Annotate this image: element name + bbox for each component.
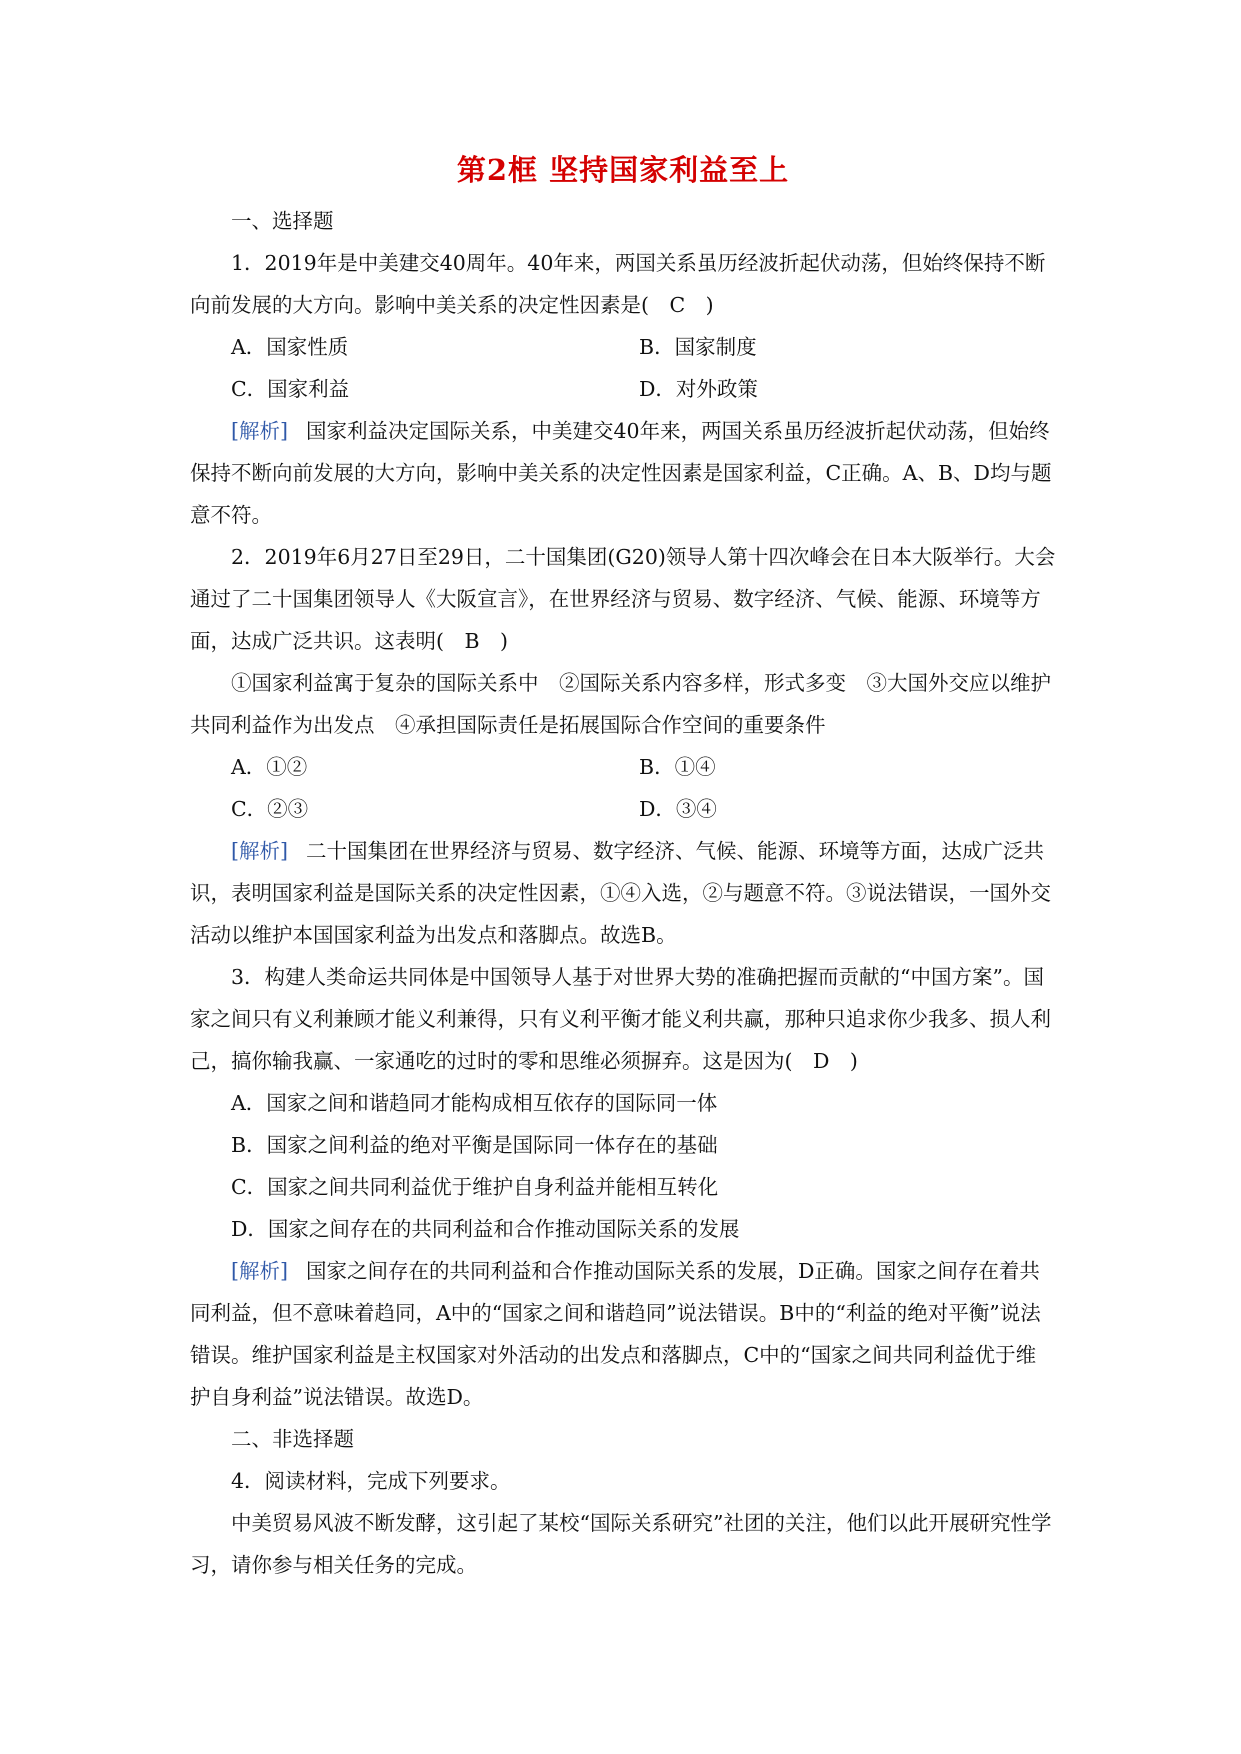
question-1-analysis [190, 410, 1056, 536]
question-2-analysis-text: 二十国集团在世界经济与贸易、数字经济、气候、能源、环境等方面，达成广泛共识，表明国家利益是国际关系的决定性因素，①④入选，②与题意不符。③说法错误，一国外交活动以维护本国国家利益为出发点和落脚点。故选B。 [190, 839, 1051, 947]
analysis-label: [解析] [231, 1259, 288, 1283]
question-3-option-b: B．国家之间利益的绝对平衡是国际同一体存在的基础 [231, 1133, 718, 1157]
question-4-material: 中美贸易风波不断发酵，这引起了某校“国际关系研究”社团的关注，他们以此开展研究性学习，请你参与相关任务的完成。 [190, 1511, 1052, 1577]
question-2-statements: ①国家利益寓于复杂的国际关系中 ②国际关系内容多样，形式多变 ③大国外交应以维护共同利益作为出发点 ④承担国际责任是拓展国际合作空间的重要条件 [190, 671, 1051, 737]
question-3-option-c: C．国家之间共同利益优于维护自身利益并能相互转化 [231, 1175, 719, 1199]
question-1-option-d: D．对外政策 [639, 377, 758, 401]
document-content [190, 150, 1056, 1586]
question-3-option-d: D．国家之间存在的共同利益和合作推动国际关系的发展 [231, 1217, 740, 1241]
question-2-option-c: C．②③ [231, 797, 309, 821]
question-1-option-a: A．国家性质 [231, 335, 349, 359]
section-heading-choice: 一、选择题 [231, 209, 334, 233]
question-1-analysis-text: 国家利益决定国际关系，中美建交40年来，两国关系虽历经波折起伏动荡，但始终保持不断向前发展的大方向，影响中美关系的决定性因素是国家利益，C正确。A、B、D均与题意不符。 [190, 419, 1052, 527]
question-1-option-c: C．国家利益 [231, 377, 350, 401]
question-2-options-row-2 [190, 788, 1056, 830]
question-2-stem: 2．2019年6月27日至29日，二十国集团(G20)领导人第十四次峰会在日本大阪举行。大会通过了二十国集团领导人《大阪宣言》，在世界经济与贸易、数字经济、气候、能源、环境等方面，达成广泛共识。这表明( B ) [190, 545, 1056, 653]
question-4-stem: 4．阅读材料，完成下列要求。 [231, 1469, 511, 1493]
page-title: 第2框 坚持国家利益至上 [456, 153, 790, 187]
question-3-analysis-text: 国家之间存在的共同利益和合作推动国际关系的发展，D正确。国家之间存在着共同利益，但不意味着趋同，A中的“国家之间和谐趋同”说法错误。B中的“利益的绝对平衡”说法错误。维护国家利益是主权国家对外活动的出发点和落脚点，C中的“国家之间共同利益优于维护自身利益”说法错误。故选D。 [190, 1259, 1041, 1409]
question-2-option-b: B．①④ [639, 755, 716, 779]
question-3-analysis [190, 1250, 1056, 1418]
section-heading-non-choice: 二、非选择题 [231, 1427, 354, 1451]
question-1-options-row-1 [190, 326, 1056, 368]
question-1-option-b: B．国家制度 [639, 335, 757, 359]
question-3-option-a: A．国家之间和谐趋同才能构成相互依存的国际同一体 [231, 1091, 718, 1115]
analysis-label: [解析] [231, 839, 288, 863]
question-2-options-row-1 [190, 746, 1056, 788]
question-2-analysis [190, 830, 1056, 956]
question-1-options-row-2 [190, 368, 1056, 410]
question-1-stem: 1．2019年是中美建交40周年。40年来，两国关系虽历经波折起伏动荡，但始终保持不断向前发展的大方向。影响中美关系的决定性因素是( C ) [190, 251, 1046, 317]
analysis-label: [解析] [231, 419, 288, 443]
question-3-stem: 3．构建人类命运共同体是中国领导人基于对世界大势的准确把握而贡献的“中国方案”。国家之间只有义利兼顾才能义利兼得，只有义利平衡才能义利共赢，那种只追求你少我多、损人利己，搞你输我赢、一家通吃的过时的零和思维必须摒弃。这是因为( D ) [190, 965, 1051, 1073]
question-2-option-a: A．①② [231, 755, 308, 779]
question-2-option-d: D．③④ [639, 797, 717, 821]
